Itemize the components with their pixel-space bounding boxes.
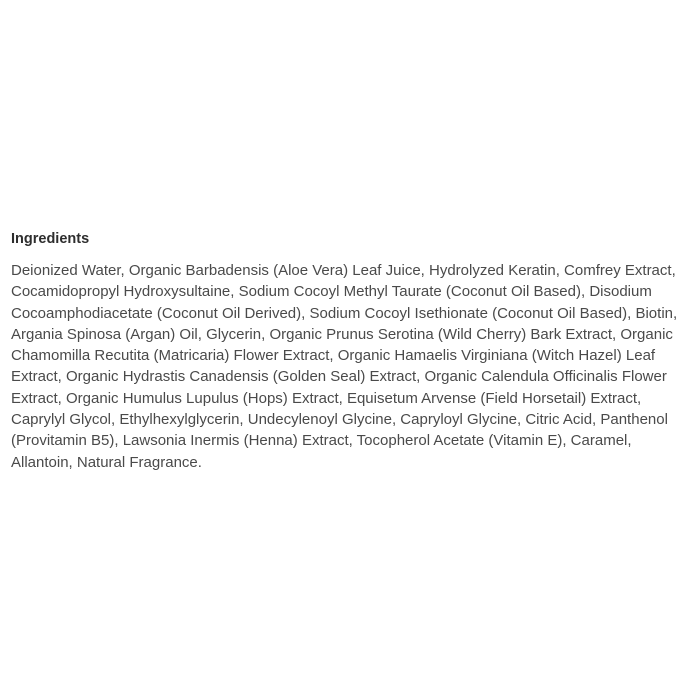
ingredients-line: Allantoin, Natural Fragrance. [11,453,202,471]
ingredients-line: Cocamidopropyl Hydroxysultaine, Sodium Cocoyl Methyl Taurate (Coconut Oil Based), Disodium [11,283,652,301]
ingredients-line: Argania Spinosa (Argan) Oil, Glycerin, Organic Prunus Serotina (Wild Cherry) Bark Extract, Organic [11,325,673,343]
ingredients-heading: Ingredients [11,231,90,247]
ingredients-list [11,260,691,473]
ingredients-line: Extract, Organic Humulus Lupulus (Hops) Extract, Equisetum Arvense (Field Horsetail) Extract, [11,389,642,407]
ingredients-line: Extract, Organic Hydrastis Canadensis (Golden Seal) Extract, Organic Calendula Officinalis Flower [11,368,667,386]
ingredients-line: Chamomilla Recutita (Matricaria) Flower Extract, Organic Hamaelis Virginiana (Witch Hazel) Leaf [11,347,656,365]
ingredients-section [11,229,691,473]
ingredients-line: (Provitamin B5), Lawsonia Inermis (Henna) Extract, Tocopherol Acetate (Vitamin E), Caramel, [11,432,632,450]
ingredients-line: Cocoamphodiacetate (Coconut Oil Derived), Sodium Cocoyl Isethionate (Coconut Oil Based), Biotin, [11,304,678,322]
ingredients-line: Caprylyl Glycol, Ethylhexylglycerin, Undecylenoyl Glycine, Capryloyl Glycine, Citric Acid, Panthenol [11,411,668,429]
ingredients-line: Deionized Water, Organic Barbadensis (Aloe Vera) Leaf Juice, Hydrolyzed Keratin, Comfrey Extract, [11,262,676,279]
